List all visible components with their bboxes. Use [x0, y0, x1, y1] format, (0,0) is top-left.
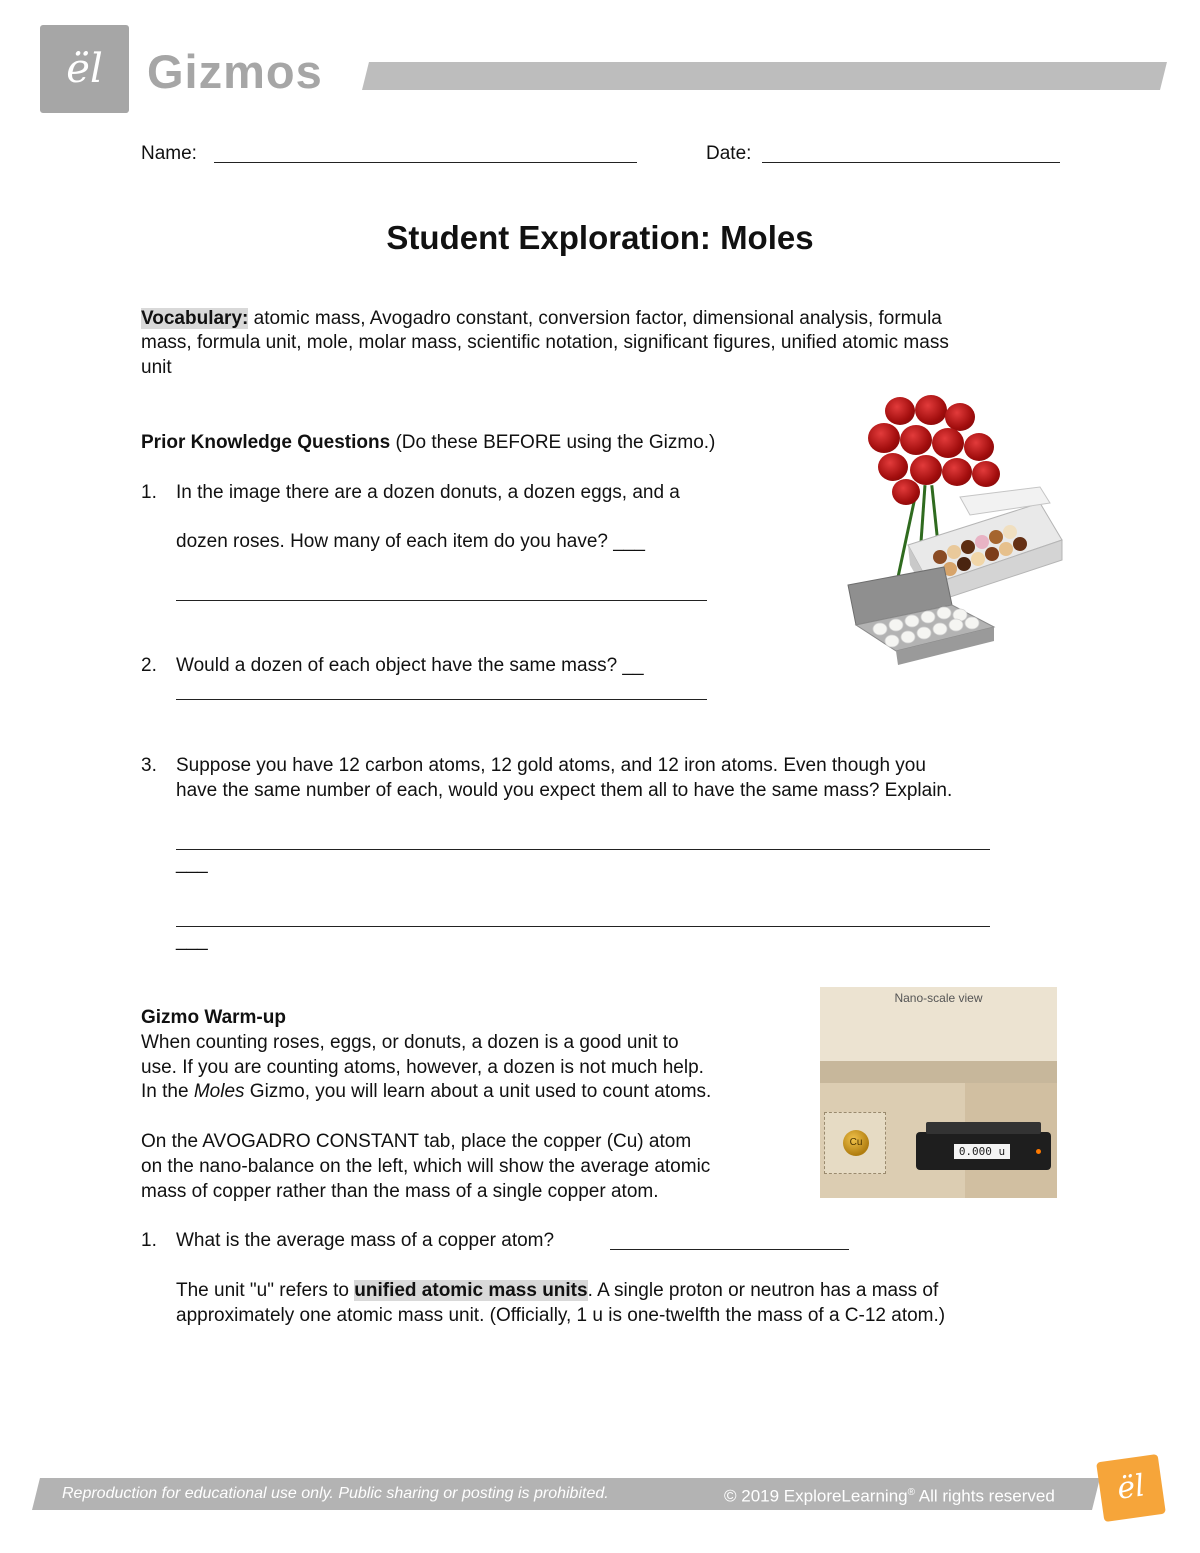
- warmup-p2-line-2: on the nano-balance on the left, which will show the average atomic: [141, 1156, 711, 1177]
- warmup-question-1-answer-line[interactable]: [610, 1249, 849, 1250]
- warmup-p1-post: Gizmo, you will learn about a unit used to count atoms.: [244, 1081, 712, 1102]
- prior-heading-note: (Do these BEFORE using the Gizmo.): [395, 432, 716, 453]
- rose: [885, 397, 915, 425]
- unit-post: . A single proton or neutron has a mass of: [587, 1280, 939, 1301]
- question-1-line-1: In the image there are a dozen donuts, a dozen eggs, and a: [176, 482, 680, 503]
- nano-view-title: Nano-scale view: [894, 991, 983, 1005]
- warmup-question-1-number: 1.: [141, 1230, 157, 1251]
- nano-scale-view: [820, 987, 1057, 1198]
- rose: [945, 403, 975, 431]
- vocabulary-line-1: [141, 307, 942, 332]
- rose: [878, 453, 908, 481]
- balance-pan: [926, 1122, 1041, 1134]
- question-2-line-1: Would a dozen of each object have the same mass? __: [176, 655, 644, 676]
- date-label: Date:: [706, 143, 752, 164]
- warmup-p1-line-2: use. If you are counting atoms, however, a dozen is not much help.: [141, 1057, 704, 1078]
- rose: [900, 425, 932, 455]
- name-field[interactable]: [214, 162, 637, 163]
- footer-copyright: [724, 1482, 1055, 1508]
- question-1-answer-line[interactable]: [176, 600, 707, 601]
- footer-copyright-text: © 2019 ExploreLearning: [724, 1486, 908, 1506]
- unit-explanation-line-1: [176, 1279, 938, 1304]
- question-2-number: 2.: [141, 655, 157, 676]
- question-2-answer-line[interactable]: [176, 699, 707, 700]
- warmup-p2-line-3: mass of copper rather than the mass of a single copper atom.: [141, 1181, 659, 1202]
- warmup-p1-line-3: [141, 1080, 711, 1105]
- dozen-items-illustration: [840, 395, 1065, 670]
- warmup-heading: Gizmo Warm-up: [141, 1007, 286, 1028]
- footer-registered-mark: ®: [907, 1487, 915, 1498]
- egg-carton: [844, 565, 1004, 670]
- footer-logo-mark: ël: [1114, 1468, 1147, 1507]
- question-1-line-2: dozen roses. How many of each item do you have? ___: [176, 531, 645, 552]
- unit-pre: The unit "u" refers to: [176, 1280, 355, 1301]
- footer-disclaimer: Reproduction for educational use only. Public sharing or posting is prohibited.: [62, 1485, 609, 1502]
- warmup-p1-pre: In the: [141, 1081, 194, 1102]
- copper-atom[interactable]: Cu: [843, 1130, 869, 1156]
- balance-led-icon: [1036, 1149, 1041, 1154]
- warmup-p2-line-1: On the AVOGADRO CONSTANT tab, place the copper (Cu) atom: [141, 1131, 692, 1152]
- page-title: Student Exploration: Moles: [386, 219, 814, 256]
- question-3-number: 3.: [141, 755, 157, 776]
- question-3-answer-tail-2: ___: [176, 930, 208, 951]
- warmup-p1-em: Moles: [193, 1081, 245, 1102]
- question-3-line-2: have the same number of each, would you expect them all to have the same mass? Explain.: [176, 780, 953, 801]
- balance-reading: 0.000 u: [954, 1144, 1010, 1159]
- unit-term: unified atomic mass units: [354, 1280, 588, 1301]
- vocabulary-terms-1: atomic mass, Avogadro constant, conversion factor, dimensional analysis, formula: [253, 308, 942, 329]
- question-1-number: 1.: [141, 482, 157, 503]
- rose: [910, 455, 942, 485]
- nano-balance[interactable]: [916, 1132, 1051, 1170]
- warmup-p1-line-1: When counting roses, eggs, or donuts, a dozen is a good unit to: [141, 1032, 679, 1053]
- unit-explanation-line-2: approximately one atomic mass unit. (Officially, 1 u is one-twelfth the mass of a C-12 atom.): [176, 1305, 946, 1326]
- vocabulary-terms-2: mass, formula unit, mole, molar mass, scientific notation, significant figures, unified atomic mass: [141, 332, 949, 353]
- explorelearning-logo: [40, 25, 129, 113]
- date-field[interactable]: [762, 162, 1060, 163]
- name-label: Name:: [141, 143, 197, 164]
- prior-knowledge-heading: [141, 431, 715, 456]
- rose: [932, 428, 964, 458]
- gizmos-brand: Gizmos: [147, 45, 323, 98]
- question-3-answer-line-1[interactable]: [176, 849, 990, 850]
- warmup-question-1-text: What is the average mass of a copper atom?: [176, 1230, 555, 1251]
- header-bar: [362, 62, 1167, 90]
- nano-shelf: [820, 1061, 1057, 1083]
- question-3-answer-line-2[interactable]: [176, 926, 990, 927]
- footer-logo: [1096, 1454, 1166, 1522]
- question-3-line-1: Suppose you have 12 carbon atoms, 12 gold atoms, and 12 iron atoms. Even though you: [176, 755, 926, 776]
- footer-rights: All rights reserved: [914, 1486, 1055, 1506]
- rose: [964, 433, 994, 461]
- copper-atom-slot[interactable]: [824, 1112, 886, 1174]
- question-3-answer-tail-1: ___: [176, 853, 208, 874]
- rose: [868, 423, 900, 453]
- vocabulary-terms-3: unit: [141, 357, 172, 378]
- logo-mark: ël: [66, 46, 103, 92]
- vocabulary-label: Vocabulary:: [141, 308, 249, 329]
- rose: [915, 395, 947, 425]
- rose: [942, 458, 972, 486]
- prior-heading-text: Prior Knowledge Questions: [141, 432, 391, 453]
- rose: [972, 461, 1000, 487]
